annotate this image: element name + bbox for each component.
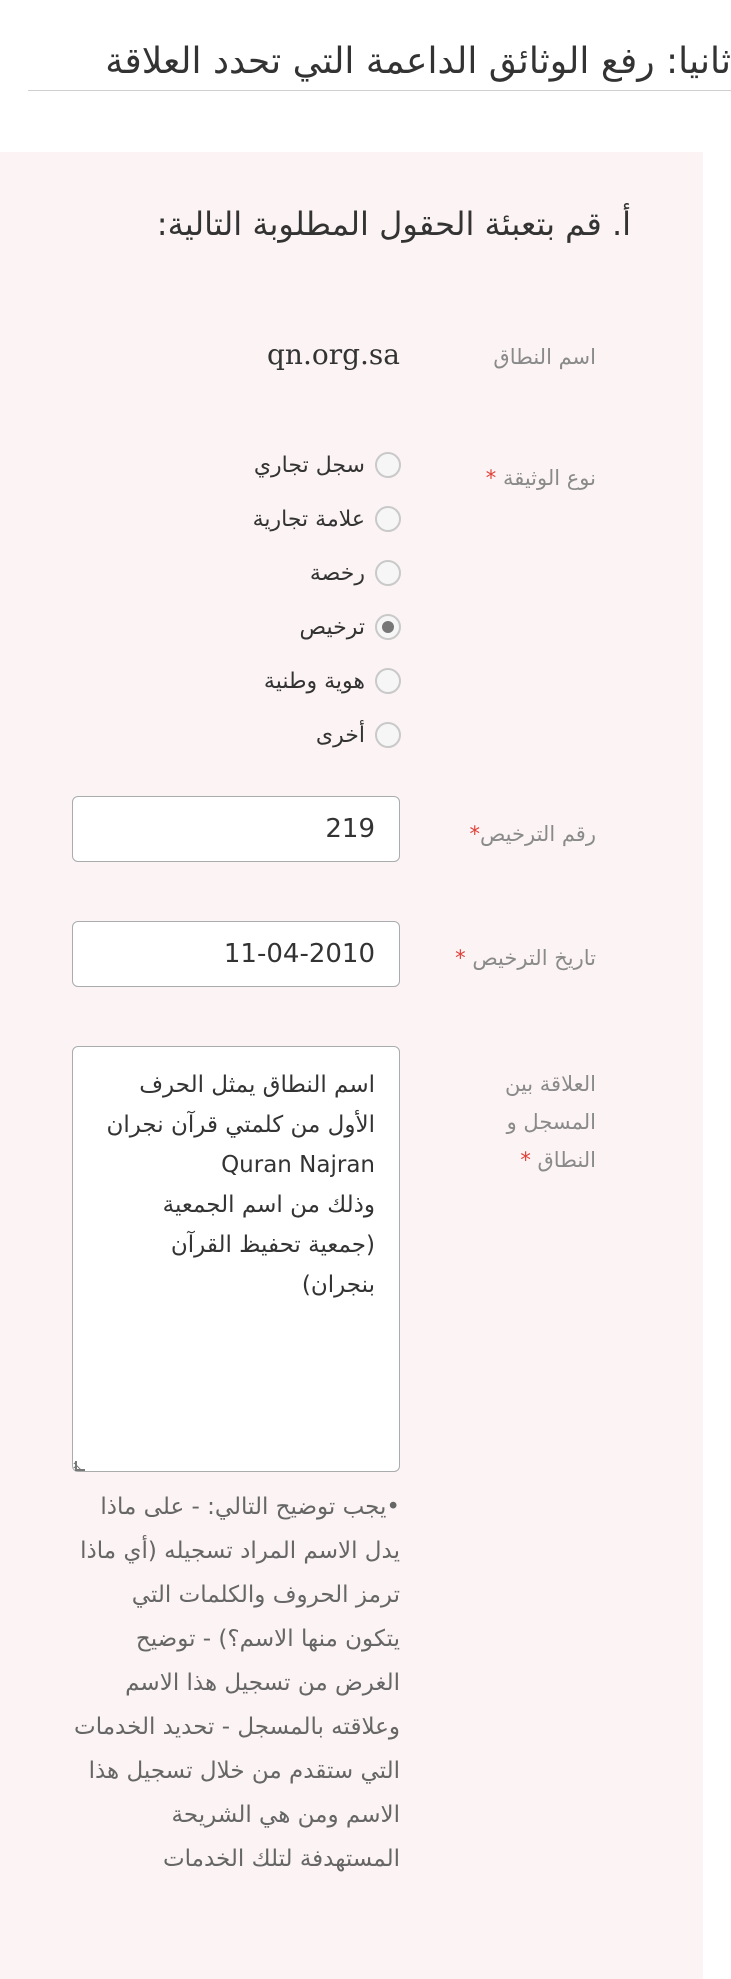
license-number-input[interactable] [72,796,400,862]
required-mark: * [485,466,497,490]
document-type-option-label: أخرى [315,722,365,748]
relationship-hint: •يجب توضيح التالي: - على ماذا يدل الاسم المراد تسجيله (أي ماذا ترمز الحروف والكلمات التي يتكون منها الاسم؟) - توضيح الغرض من تسجيل هذا الاسم وعلاقته بالمسجل - تحديد الخدمات التي ستقدم من خلال تسجيل هذا الاسم ومن هي الشريحة المستهدفة لتلك الخدمات [74,1494,400,1872]
required-mark: * [455,946,466,970]
document-type-option[interactable] [310,553,401,593]
document-type-option-label: هوية وطنية [263,668,365,694]
document-type-option[interactable] [253,499,401,539]
document-type-option-label: سجل تجاري [253,452,365,478]
document-type-option[interactable] [264,661,401,701]
license-date-label: تاريخ الترخيص * [455,946,596,970]
radio-dot-icon [382,621,394,633]
relationship-label: العلاقة بين المسجل و النطاق * [504,1072,596,1172]
required-mark: * [469,822,480,846]
resize-handle-icon[interactable] [75,1461,85,1471]
document-type-option[interactable] [300,607,401,647]
relationship-textarea[interactable] [72,1046,400,1472]
radio-unchecked-icon[interactable] [375,506,401,532]
domain-name-value: qn.org.sa [267,338,400,371]
radio-checked-icon[interactable] [375,614,401,640]
radio-unchecked-icon[interactable] [375,668,401,694]
radio-unchecked-icon[interactable] [375,452,401,478]
required-mark: * [520,1148,531,1172]
license-date-input[interactable] [72,921,400,987]
license-number-label: رقم الترخيص* [469,822,596,846]
document-type-option[interactable] [316,715,401,755]
section-title: ثانيا: رفع الوثائق الداعمة التي تحدد العلاقة [28,40,731,91]
radio-unchecked-icon[interactable] [375,722,401,748]
document-type-option-label: رخصة [309,560,365,586]
document-type-label: نوع الوثيقة * [485,466,596,490]
document-type-option-label: ترخيص [299,614,365,640]
document-type-option[interactable] [254,445,401,485]
radio-unchecked-icon[interactable] [375,560,401,586]
form-subtitle: أ. قم بتعبئة الحقول المطلوبة التالية: [156,205,631,243]
domain-name-label: اسم النطاق [493,345,596,369]
document-type-option-label: علامة تجارية [252,506,365,532]
